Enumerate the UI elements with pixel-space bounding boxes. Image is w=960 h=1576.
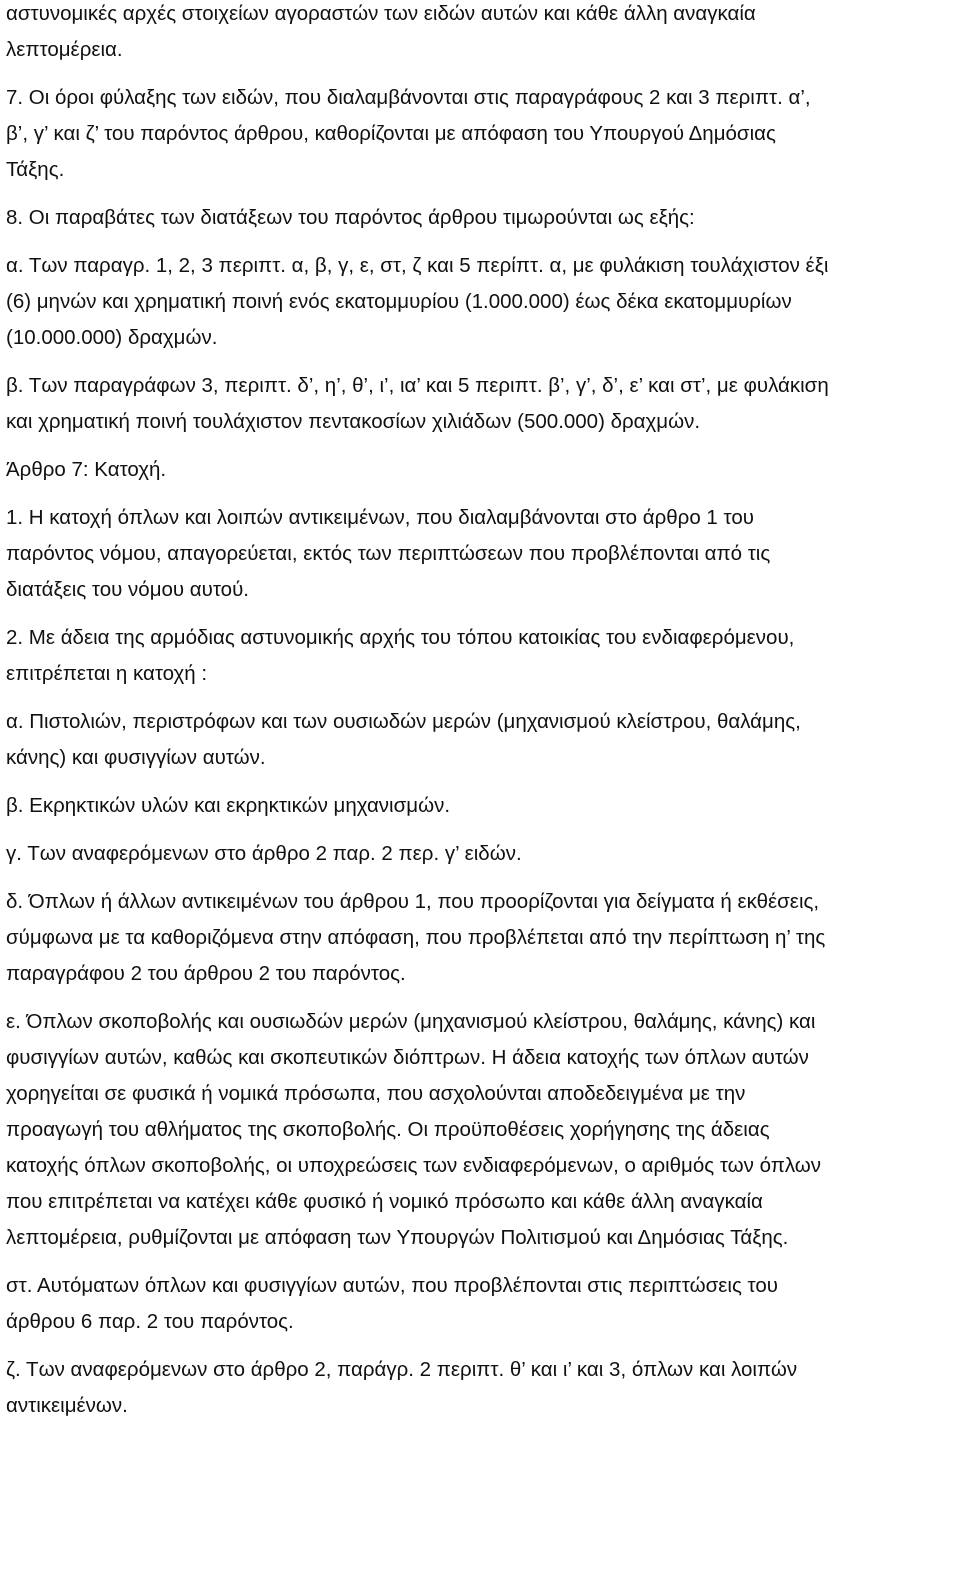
item-delta (6, 884, 940, 992)
text-line: 1. Η κατοχή όπλων και λοιπών αντικειμένων, που διαλαμβάνονται στο άρθρο 1 του (6, 506, 754, 529)
paragraph-7 (6, 80, 940, 188)
article-7-paragraph-2 (6, 620, 940, 692)
text-line: β’, γ’ και ζ’ του παρόντος άρθρου, καθορίζονται με απόφαση του Υπουργού Δημόσιας (6, 122, 776, 145)
text-line: α. Των παραγρ. 1, 2, 3 περιπτ. α, β, γ, ε, στ, ζ και 5 περίπτ. α, με φυλάκιση τουλάχιστον έξι (6, 254, 829, 277)
text-line: 8. Οι παραβάτες των διατάξεων του παρόντος άρθρου τιμωρούνται ως εξής: (6, 206, 695, 229)
heading-text: Άρθρο 7: Κατοχή. (6, 458, 167, 481)
text-line: σύμφωνα με τα καθοριζόμενα στην απόφαση, που προβλέπεται από την περίπτωση η’ της (6, 926, 826, 949)
text-line: διατάξεις του νόμου αυτού. (6, 578, 249, 601)
text-line: στ. Αυτόματων όπλων και φυσιγγίων αυτών, που προβλέπονται στις περιπτώσεις του (6, 1274, 778, 1297)
text-line: β. Των παραγράφων 3, περιπτ. δ’, η’, θ’, ι’, ια’ και 5 περιπτ. β’, γ’, δ’, ε’ και στ’, με φυλάκιση (6, 374, 829, 397)
text-line: προαγωγή του αθλήματος της σκοποβολής. Οι προϋποθέσεις χορήγησης της άδειας (6, 1118, 770, 1141)
text-line: β. Εκρηκτικών υλών και εκρηκτικών μηχανισμών. (6, 794, 451, 817)
paragraph-8 (6, 200, 940, 236)
item-alpha-penalties (6, 248, 940, 356)
text-line: που επιτρέπεται να κατέχει κάθε φυσικό ή νομικό πρόσωπο και κάθε άλλη αναγκαία (6, 1190, 763, 1213)
text-line: επιτρέπεται η κατοχή : (6, 662, 208, 685)
text-line: παραγράφου 2 του άρθρου 2 του παρόντος. (6, 962, 406, 985)
item-zeta (6, 1352, 940, 1424)
text-line: λεπτομέρεια, ρυθμίζονται με απόφαση των Υπουργών Πολιτισμού και Δημόσιας Τάξης. (6, 1226, 789, 1249)
text-line: δ. Όπλων ή άλλων αντικειμένων του άρθρου 1, που προορίζονται για δείγματα ή εκθέσεις, (6, 890, 820, 913)
text-line: α. Πιστολιών, περιστρόφων και των ουσιωδών μερών (μηχανισμού κλείστρου, θαλάμης, (6, 710, 801, 733)
article-7-paragraph-1 (6, 500, 940, 608)
text-line: κατοχής όπλων σκοποβολής, οι υποχρεώσεις των ενδιαφερόμενων, ο αριθμός των όπλων (6, 1154, 822, 1177)
text-line: άρθρου 6 παρ. 2 του παρόντος. (6, 1310, 294, 1333)
text-line: (6) μηνών και χρηματική ποινή ενός εκατομμυρίου (1.000.000) έως δέκα εκατομμυρίων (6, 290, 792, 313)
item-gamma (6, 836, 940, 872)
text-line: χορηγείται σε φυσικά ή νομικά πρόσωπα, που ασχολούνται αποδεδειγμένα με την (6, 1082, 746, 1105)
item-beta-penalties (6, 368, 940, 440)
text-line: παρόντος νόμου, απαγορεύεται, εκτός των περιπτώσεων που προβλέπονται από τις (6, 542, 771, 565)
item-stigma (6, 1268, 940, 1340)
item-alpha-pistols (6, 704, 940, 776)
text-line: ζ. Των αναφερόμενων στο άρθρο 2, παράγρ. 2 περιπτ. θ’ και ι’ και 3, όπλων και λοιπών (6, 1358, 798, 1381)
text-line: λεπτομέρεια. (6, 38, 123, 61)
text-line: γ. Των αναφερόμενων στο άρθρο 2 παρ. 2 περ. γ’ ειδών. (6, 842, 522, 865)
paragraph-continuation (6, 0, 940, 68)
item-epsilon (6, 1004, 940, 1256)
text-line: 7. Οι όροι φύλαξης των ειδών, που διαλαμβάνονται στις παραγράφους 2 και 3 περιπτ. α’, (6, 86, 811, 109)
text-line: κάνης) και φυσιγγίων αυτών. (6, 746, 266, 769)
text-line: ε. Όπλων σκοποβολής και ουσιωδών μερών (μηχανισμού κλείστρου, θαλάμης, κάνης) και (6, 1010, 816, 1033)
text-line: αστυνομικές αρχές στοιχείων αγοραστών των ειδών αυτών και κάθε άλλη αναγκαία (6, 2, 756, 25)
text-line: αντικειμένων. (6, 1394, 128, 1417)
text-line: (10.000.000) δραχμών. (6, 326, 218, 349)
text-line: και χρηματική ποινή τουλάχιστον πεντακοσίων χιλιάδων (500.000) δραχμών. (6, 410, 701, 433)
text-line: φυσιγγίων αυτών, καθώς και σκοπευτικών διόπτρων. Η άδεια κατοχής των όπλων αυτών (6, 1046, 809, 1069)
article-7-heading (6, 452, 940, 488)
text-line: 2. Με άδεια της αρμόδιας αστυνομικής αρχής του τόπου κατοικίας του ενδιαφερόμενου, (6, 626, 795, 649)
text-line: Τάξης. (6, 158, 65, 181)
item-beta-explosives (6, 788, 940, 824)
